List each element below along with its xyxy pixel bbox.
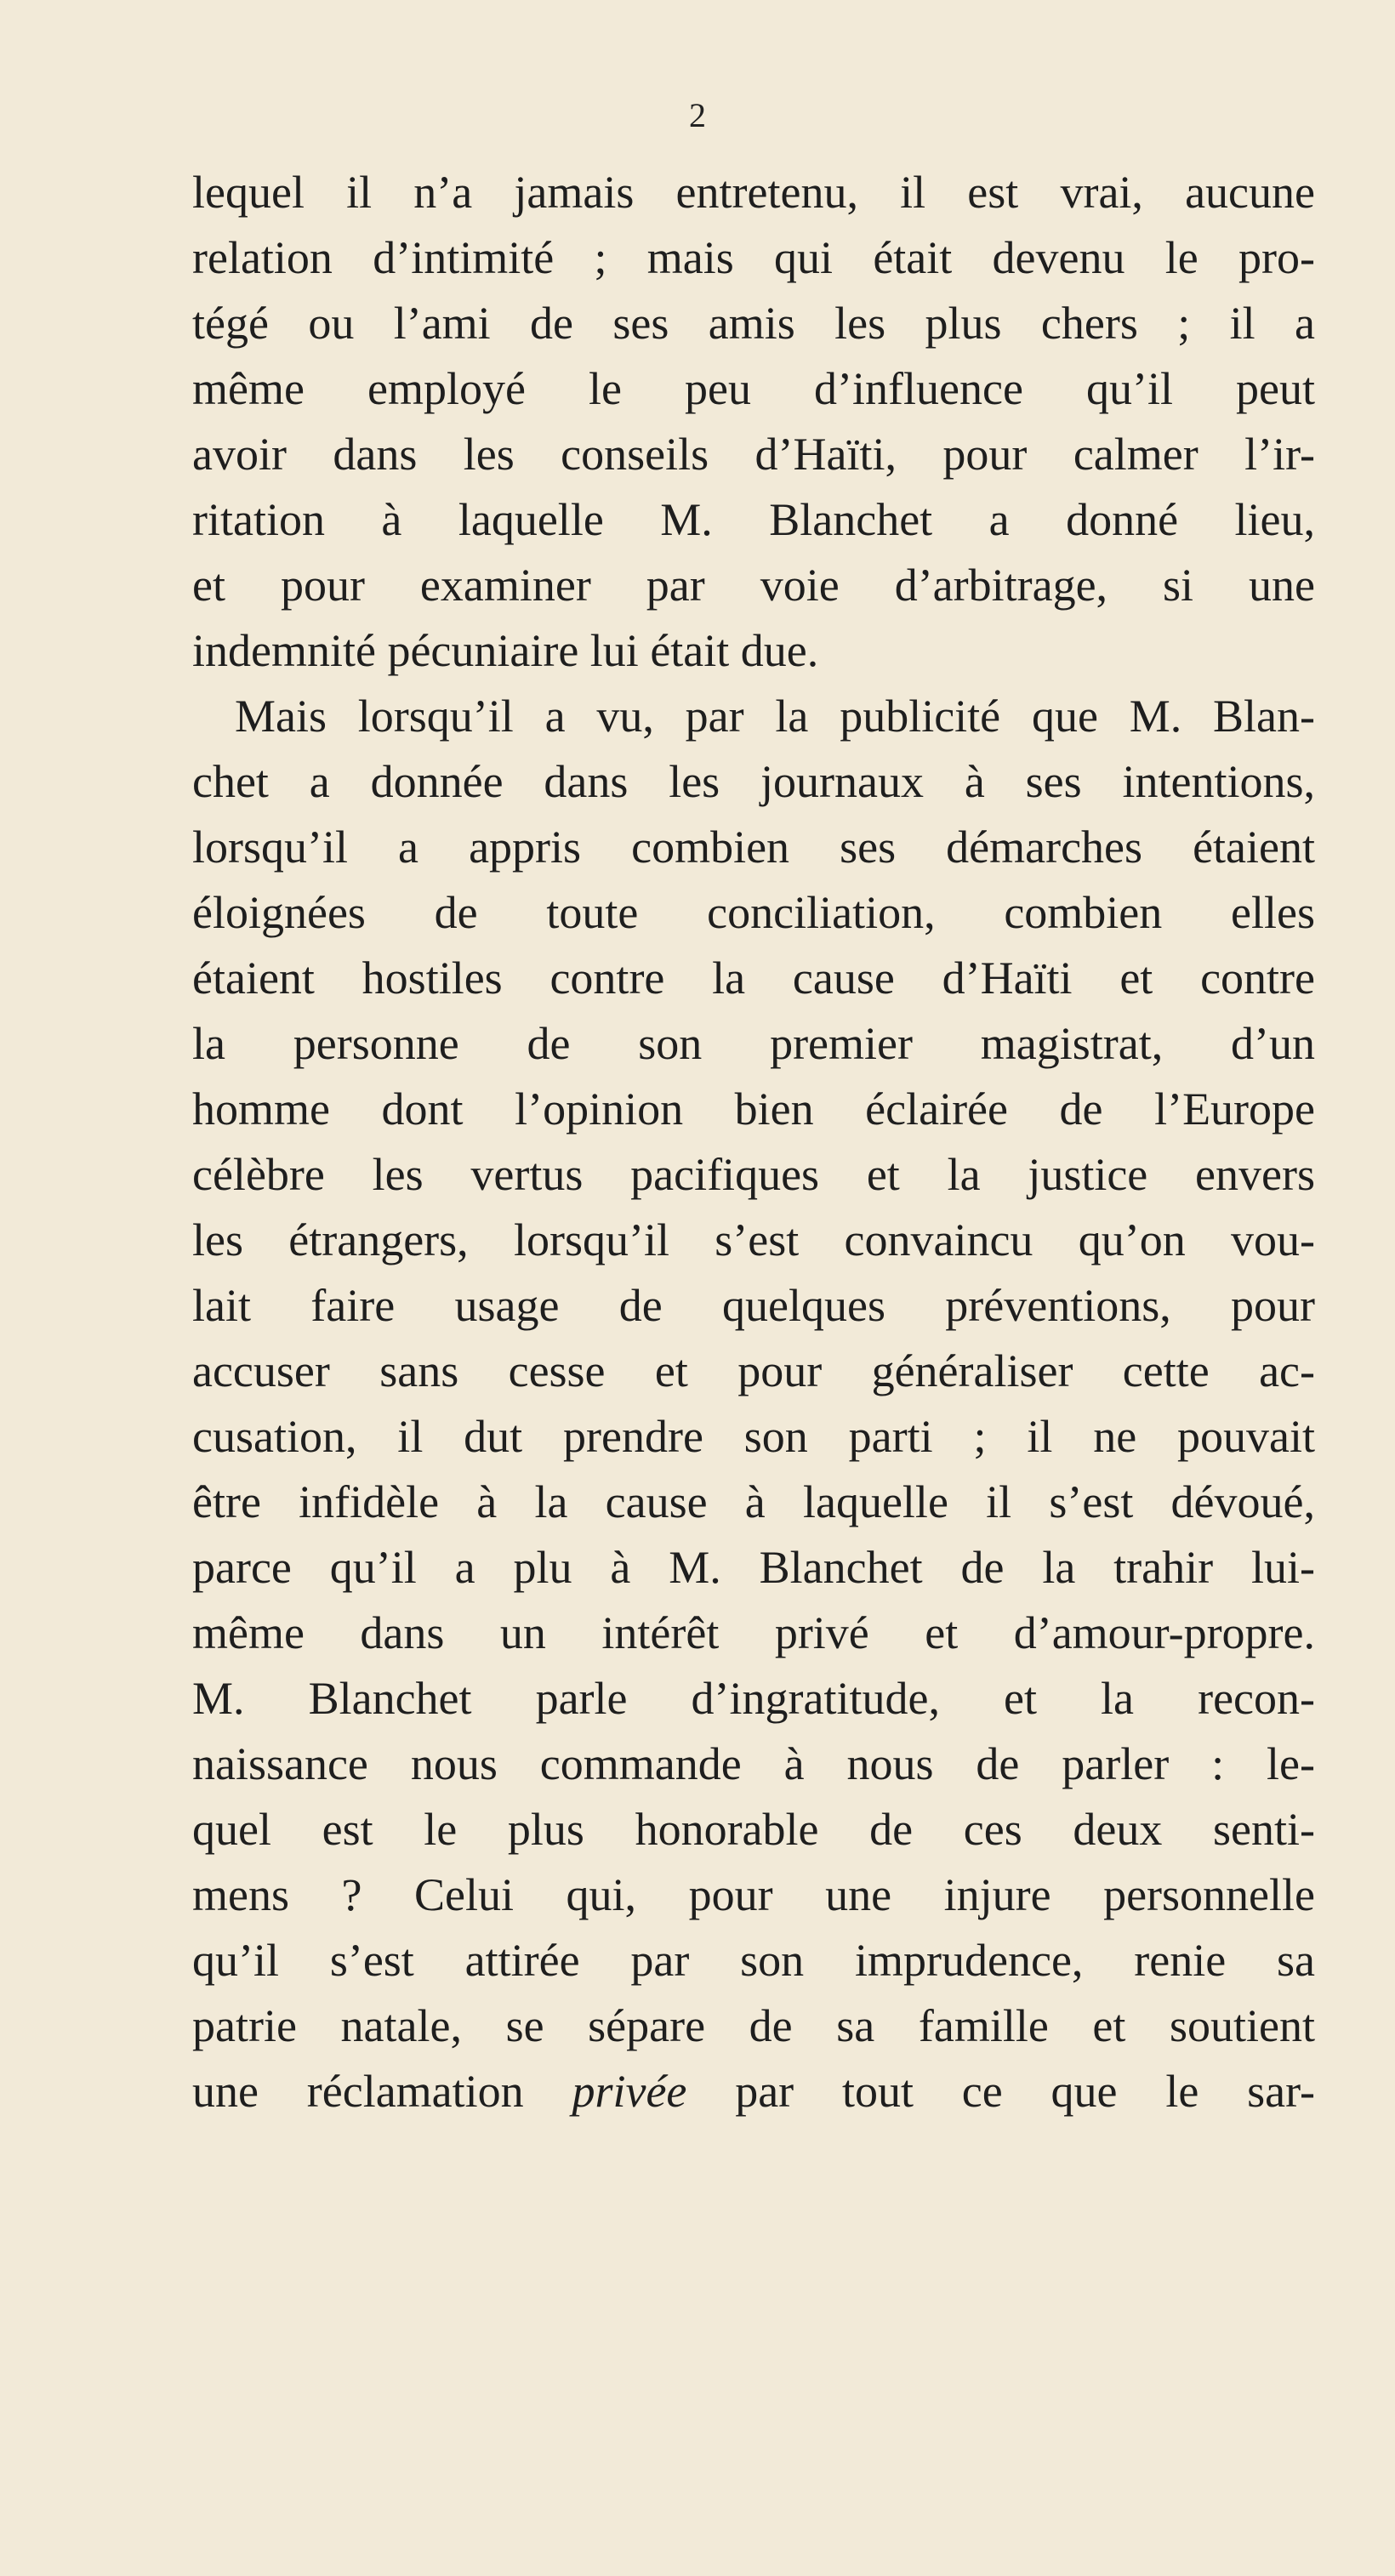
text-line: accuser sans cesse et pour généraliser cette ac- (192, 1345, 1315, 1396)
text-line: les étrangers, lorsqu’il s’est convaincu qu’on vou- (192, 1214, 1315, 1265)
text-line: être infidèle à la cause à laquelle il s’est dévoué, (192, 1476, 1315, 1527)
text-line: relation d’intimité ; mais qui était devenu le pro- (192, 232, 1315, 283)
text-line: patrie natale, se sépare de sa famille et soutient (192, 2000, 1315, 2051)
paragraph-2 (192, 684, 1315, 2124)
text-line: qu’il s’est attirée par son imprudence, renie sa (192, 1935, 1315, 1986)
page-number: 2 (689, 96, 706, 134)
text-line: homme dont l’opinion bien éclairée de l’Europe (192, 1083, 1315, 1134)
text-line: même employé le peu d’influence qu’il peut (192, 363, 1315, 414)
text-line: et pour examiner par voie d’arbitrage, si une (192, 560, 1315, 611)
text-line: parce qu’il a plu à M. Blanchet de la trahir lui- (192, 1542, 1315, 1593)
text-line: lait faire usage de quelques préventions, pour (192, 1280, 1315, 1331)
text-fragment: par tout ce que le sar- (686, 2066, 1315, 2117)
body-text (192, 160, 1315, 2124)
text-line: M. Blanchet parle d’ingratitude, et la recon- (192, 1673, 1315, 1724)
emphasized-word: privée (572, 2066, 687, 2117)
text-line: célèbre les vertus pacifiques et la justice envers (192, 1149, 1315, 1200)
text-line-final (192, 2059, 1315, 2124)
text-line: indemnité pécuniaire lui était due. (192, 625, 819, 676)
text-line: avoir dans les conseils d’Haïti, pour calmer l’ir- (192, 429, 1315, 480)
text-line: chet a donnée dans les journaux à ses intentions, (192, 756, 1315, 807)
text-line: lequel il n’a jamais entretenu, il est vrai, aucune (192, 167, 1315, 218)
text-line: lorsqu’il a appris combien ses démarches étaient (192, 822, 1315, 873)
text-fragment: une réclamation (192, 2066, 572, 2117)
text-line: étaient hostiles contre la cause d’Haïti et contre (192, 952, 1315, 1004)
text-line: Mais lorsqu’il a vu, par la publicité que M. Blan- (235, 691, 1315, 742)
text-line: quel est le plus honorable de ces deux senti- (192, 1804, 1315, 1855)
text-line: la personne de son premier magistrat, d’un (192, 1018, 1315, 1069)
text-line: même dans un intérêt privé et d’amour-propre. (192, 1607, 1315, 1658)
text-line: ritation à laquelle M. Blanchet a donné lieu, (192, 494, 1315, 545)
paragraph-1 (192, 160, 1315, 684)
text-line: mens ? Celui qui, pour une injure personnelle (192, 1869, 1315, 1920)
text-line: naissance nous commande à nous de parler : le- (192, 1738, 1315, 1789)
text-line: éloignées de toute conciliation, combien elles (192, 887, 1315, 938)
text-line: cusation, il dut prendre son parti ; il ne pouvait (192, 1411, 1315, 1462)
text-line: tégé ou l’ami de ses amis les plus chers ; il a (192, 298, 1315, 349)
